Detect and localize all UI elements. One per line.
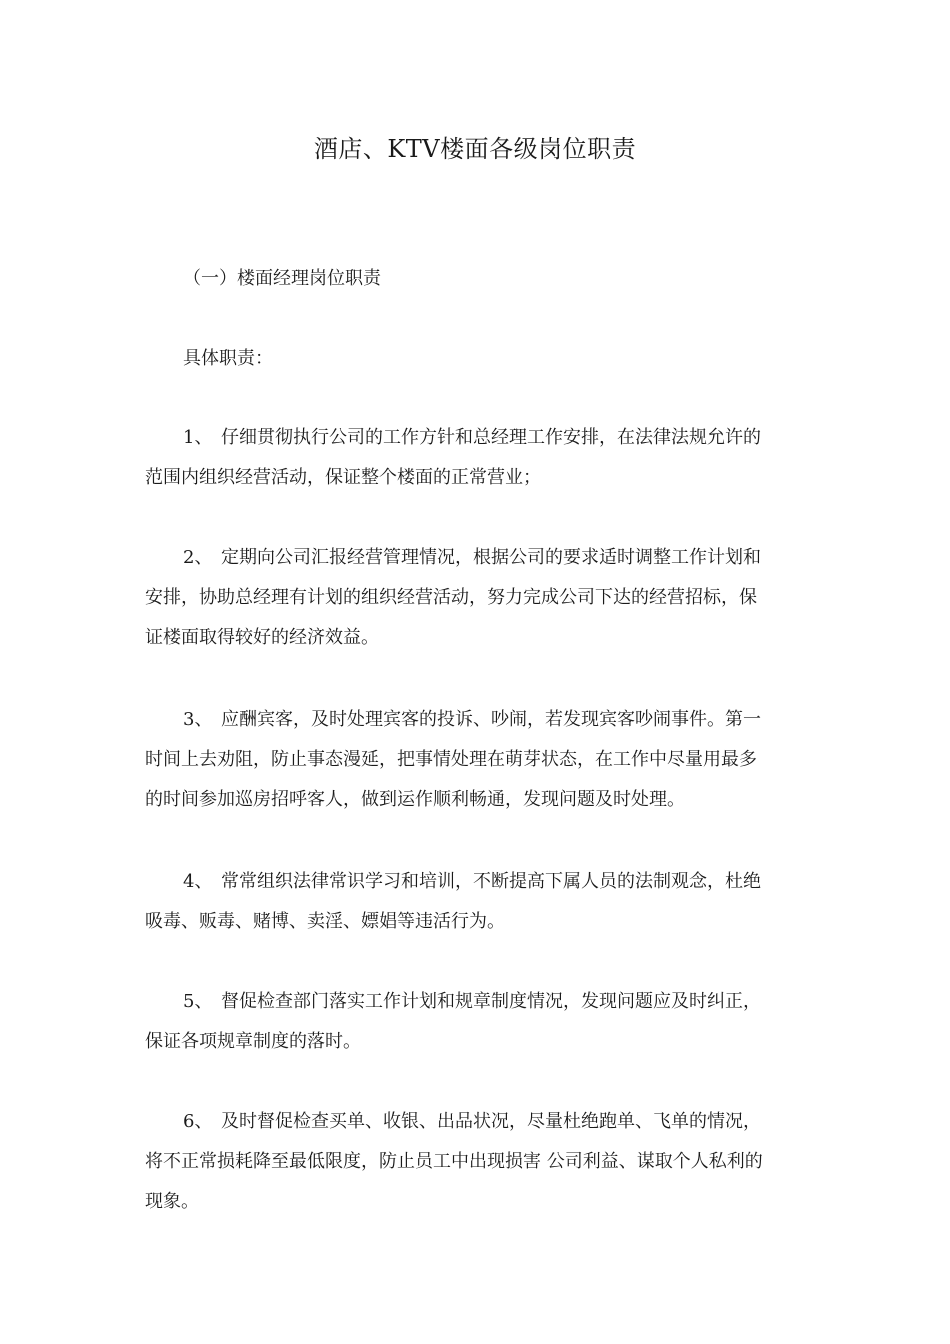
duty-line — [145, 1102, 810, 1142]
duty-line — [145, 982, 810, 1022]
duty-line — [145, 538, 810, 578]
duty-line: 的时间参加巡房招呼客人，做到运作顺利畅通，发现问题及时处理。 — [145, 789, 685, 810]
duty-text: 及时督促检查买单、收银、出品状况，尽量杜绝跑单、飞单的情况， — [221, 1111, 761, 1132]
duty-item-5 — [145, 982, 810, 1062]
duty-line: 范围内组织经营活动，保证整个楼面的正常营业； — [145, 467, 541, 488]
duty-number: 1、 — [183, 427, 213, 448]
document-title: 酒店、KTV楼面各级岗位职责 — [313, 135, 637, 163]
duty-line: 将不正常损耗降至最低限度，防止员工中出现损害 公司利益、谋取个人私利的 — [145, 1151, 763, 1172]
duty-line: 吸毒、贩毒、赌博、卖淫、嫖娼等违活行为。 — [145, 911, 505, 932]
duty-item-6 — [145, 1102, 810, 1222]
section-heading: （一）楼面经理岗位职责 — [183, 268, 381, 289]
duty-line — [145, 418, 810, 458]
duties-label: 具体职责： — [183, 348, 273, 369]
duty-number: 2、 — [183, 547, 213, 568]
duty-text: 常常组织法律常识学习和培训，不断提高下属人员的法制观念，杜绝 — [221, 871, 761, 892]
duty-line: 时间上去劝阻，防止事态漫延，把事情处理在萌芽状态，在工作中尽量用最多 — [145, 749, 757, 770]
duty-line: 现象。 — [145, 1191, 199, 1212]
duty-text: 督促检查部门落实工作计划和规章制度情况，发现问题应及时纠正， — [221, 991, 761, 1012]
duty-text: 仔细贯彻执行公司的工作方针和总经理工作安排，在法律法规允许的 — [221, 427, 761, 448]
duty-number: 5、 — [183, 991, 213, 1012]
duty-text: 定期向公司汇报经营管理情况，根据公司的要求适时调整工作计划和 — [221, 547, 761, 568]
duty-item-1 — [145, 418, 810, 498]
duty-line — [145, 862, 810, 902]
duty-item-2 — [145, 538, 810, 658]
duty-number: 6、 — [183, 1111, 213, 1132]
duty-number: 4、 — [183, 871, 213, 892]
duty-item-4 — [145, 862, 810, 942]
duty-line: 安排，协助总经理有计划的组织经营活动，努力完成公司下达的经营招标，保 — [145, 587, 757, 608]
duty-text: 应酬宾客，及时处理宾客的投诉、吵闹，若发现宾客吵闹事件。第一 — [221, 709, 761, 730]
duty-item-3 — [145, 700, 810, 820]
duty-number: 3、 — [183, 709, 213, 730]
duty-line: 证楼面取得较好的经济效益。 — [145, 627, 379, 648]
duty-line: 保证各项规章制度的落时。 — [145, 1031, 361, 1052]
duty-line — [145, 700, 810, 740]
